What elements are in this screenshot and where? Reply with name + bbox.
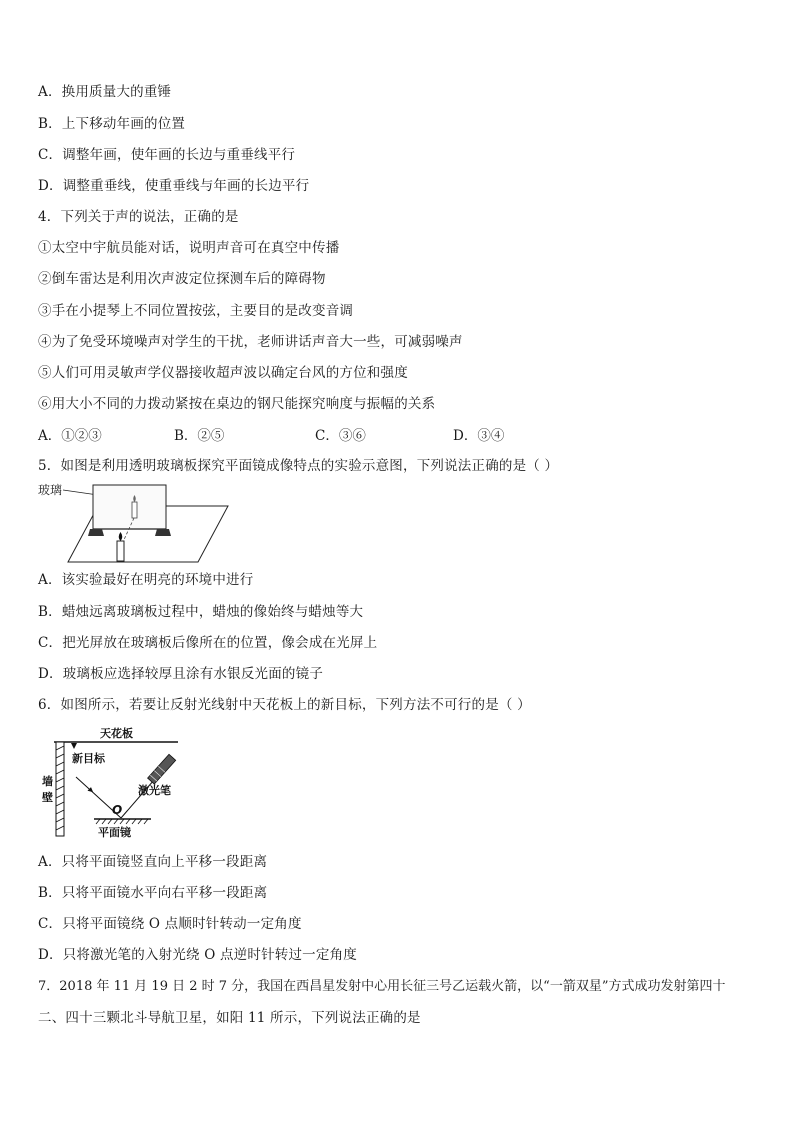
q4-item-2: ②倒车雷达是利用次声波定位探测车后的障碍物	[38, 271, 326, 287]
q6-option-c: C．只将平面镜绕 O 点顺时针转动一定角度	[38, 916, 302, 932]
q5-left-stand	[88, 529, 104, 536]
q6-option-a: A．只将平面镜竖直向上平移一段距离	[38, 854, 268, 870]
q6-label-mirror: 平面镜	[98, 826, 131, 839]
q6-laser-pen	[148, 754, 176, 784]
q4-item-6: ⑥用大小不同的力拨动紧按在桌边的钢尺能探究响度与振幅的关系	[38, 396, 436, 412]
q4-item-1: ①太空中宇航员能对话，说明声音可在真空中传播	[38, 240, 340, 256]
q3-option-d: D．调整重垂线，使重垂线与年画的长边平行	[38, 178, 310, 194]
q6-label-wall-2: 壁	[42, 791, 53, 804]
q5-candle	[117, 541, 124, 561]
q5-candle-image	[132, 502, 137, 518]
q5-option-b: B．蜡烛远离玻璃板过程中，蜡烛的像始终与蜡烛等大	[38, 604, 364, 620]
q7-stem-line-1: 7．2018 年 11 月 19 日 2 时 7 分，我国在西昌星发射中心用长征三号乙运载火箭，以“一箭双星”方式成功发射第四十	[38, 979, 726, 994]
q4-options-row	[38, 424, 738, 444]
q5-option-c: C．把光屏放在玻璃板后像所在的位置，像会成在光屏上	[38, 635, 378, 651]
q6-stem: 6．如图所示，若要让反射光线射中天花板上的新目标，下列方法不可行的是（ ）	[38, 697, 531, 713]
q4-item-4: ④为了免受环境噪声对学生的干扰，老师讲话声音大一些，可减弱噪声	[38, 334, 463, 350]
q6-label-point-o: O	[112, 803, 123, 817]
q5-glass-plate	[93, 485, 166, 529]
q5-right-stand	[155, 529, 171, 536]
q4-option-d: D．③④	[453, 428, 505, 444]
q3-option-c: C．调整年画，使年画的长边与重垂线平行	[38, 147, 296, 163]
q6-figure-laser-reflection	[36, 722, 196, 840]
q6-target-marker	[71, 743, 77, 749]
q5-figure-mirror-experiment	[36, 478, 236, 566]
q5-stem: 5．如图是利用透明玻璃板探究平面镜成像特点的实验示意图，下列说法正确的是（ ）	[38, 458, 559, 474]
q4-stem: 4．下列关于声的说法，正确的是	[38, 209, 239, 225]
q6-label-wall-1: 墙	[42, 775, 53, 788]
q4-option-a: A．①②③	[38, 428, 102, 444]
q3-option-a: A．换用质量大的重锤	[38, 84, 172, 100]
q3-option-b: B．上下移动年画的位置	[38, 116, 186, 132]
q6-label-laser: 激光笔	[138, 784, 171, 797]
q4-item-3: ③手在小提琴上不同位置按弦，主要目的是改变音调	[38, 303, 354, 319]
q5-candle-flame	[119, 532, 123, 541]
q6-option-d: D．只将激光笔的入射光绕 O 点逆时针转过一定角度	[38, 947, 357, 963]
q4-option-b: B．②⑤	[174, 428, 225, 444]
q6-option-b: B．只将平面镜水平向右平移一段距离	[38, 885, 268, 901]
q7-stem-line-2: 二、四十三颗北斗导航卫星，如阳 11 所示，下列说法正确的是	[38, 1010, 421, 1026]
q5-option-a: A．该实验最好在明亮的环境中进行	[38, 572, 254, 588]
q5-option-d: D．玻璃板应选择较厚且涂有水银反光面的镜子	[38, 666, 324, 682]
q4-option-c: C．③⑥	[315, 428, 366, 444]
q4-item-5: ⑤人们可用灵敏声学仪器接收超声波以确定台风的方位和强度	[38, 365, 408, 381]
q6-label-ceiling: 天花板	[100, 727, 133, 740]
q6-label-target: 新目标	[72, 752, 105, 765]
q5-figure-label-glass: 玻璃	[38, 483, 63, 497]
